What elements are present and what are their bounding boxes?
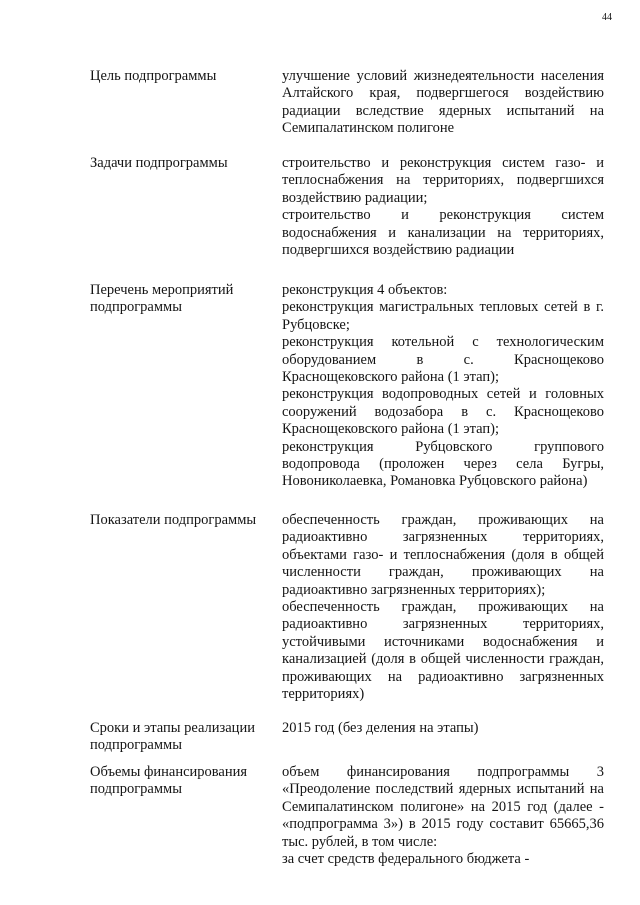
- row-content: [282, 512, 604, 703]
- content-paragraph: улучшение условий жизнедеятельности населения Алтайского края, подвергшегося воздействию радиации вследствие ядерных испытаний на Семипалатинском полигоне: [282, 68, 604, 137]
- content-paragraph: реконструкция 4 объектов:: [282, 282, 448, 298]
- content-paragraph: обеспеченность граждан, проживающих на радиоактивно загрязненных территориях, объектами газо- и теплоснабжения (доля в общей численности граждан, проживающих на радиоактивно загрязненных территориях);: [282, 512, 604, 598]
- row-label: Объемы финансирования подпрограммы: [90, 764, 248, 797]
- row-label: Цель подпрограммы: [90, 68, 217, 84]
- row-content: [282, 720, 604, 737]
- row-label: Показатели подпрограммы: [90, 512, 257, 528]
- row-content: [282, 68, 604, 138]
- content-paragraph: реконструкция Рубцовского группового водопровода (проложен через села Бугры, Новониколаевка, Романовка Рубцовского района): [282, 438, 604, 490]
- page-number: 44: [602, 12, 612, 23]
- content-paragraph: за счет средств федерального бюджета -: [282, 851, 530, 868]
- row-label: Задачи подпрограммы: [90, 155, 228, 171]
- row-label: Сроки и этапы реализации подпрограммы: [90, 720, 255, 753]
- row-label: Перечень мероприятий подпрограммы: [90, 282, 234, 315]
- content-paragraph: 2015 год (без деления на этапы): [282, 720, 479, 736]
- content-paragraph: объем финансирования подпрограммы 3 «Преодоление последствий ядерных испытаний на Семипалатинском полигоне» на 2015 год (далее - «подпрограмма 3») в 2015 году составит 65665,36 тыс. рублей, в том числе:: [282, 764, 604, 850]
- content-paragraph: реконструкция водопроводных сетей и головных сооружений водозабора в с. Краснощеково Краснощековского района (1 этап);: [282, 386, 604, 438]
- row-content: [282, 155, 604, 259]
- row-content: [282, 764, 604, 868]
- content-paragraph: обеспеченность граждан, проживающих на радиоактивно загрязненных территориях, устойчивыми источниками водоснабжения и канализацией (доля в общей численности граждан, проживающих на радиоактивно загрязненных территориях): [282, 599, 604, 703]
- row-content: [282, 282, 604, 491]
- content-paragraph: строительство и реконструкция систем газо- и теплоснабжения на территориях, подвергшихся воздействию радиации;: [282, 155, 604, 206]
- content-paragraph: реконструкция котельной с технологическим оборудованием в с. Краснощеково Краснощековского района (1 этап);: [282, 334, 604, 386]
- content-paragraph: строительство и реконструкция систем водоснабжения и канализации на территориях, подвергшихся воздействию радиации: [282, 207, 604, 259]
- content-paragraph: реконструкция магистральных тепловых сетей в г. Рубцовске;: [282, 299, 604, 333]
